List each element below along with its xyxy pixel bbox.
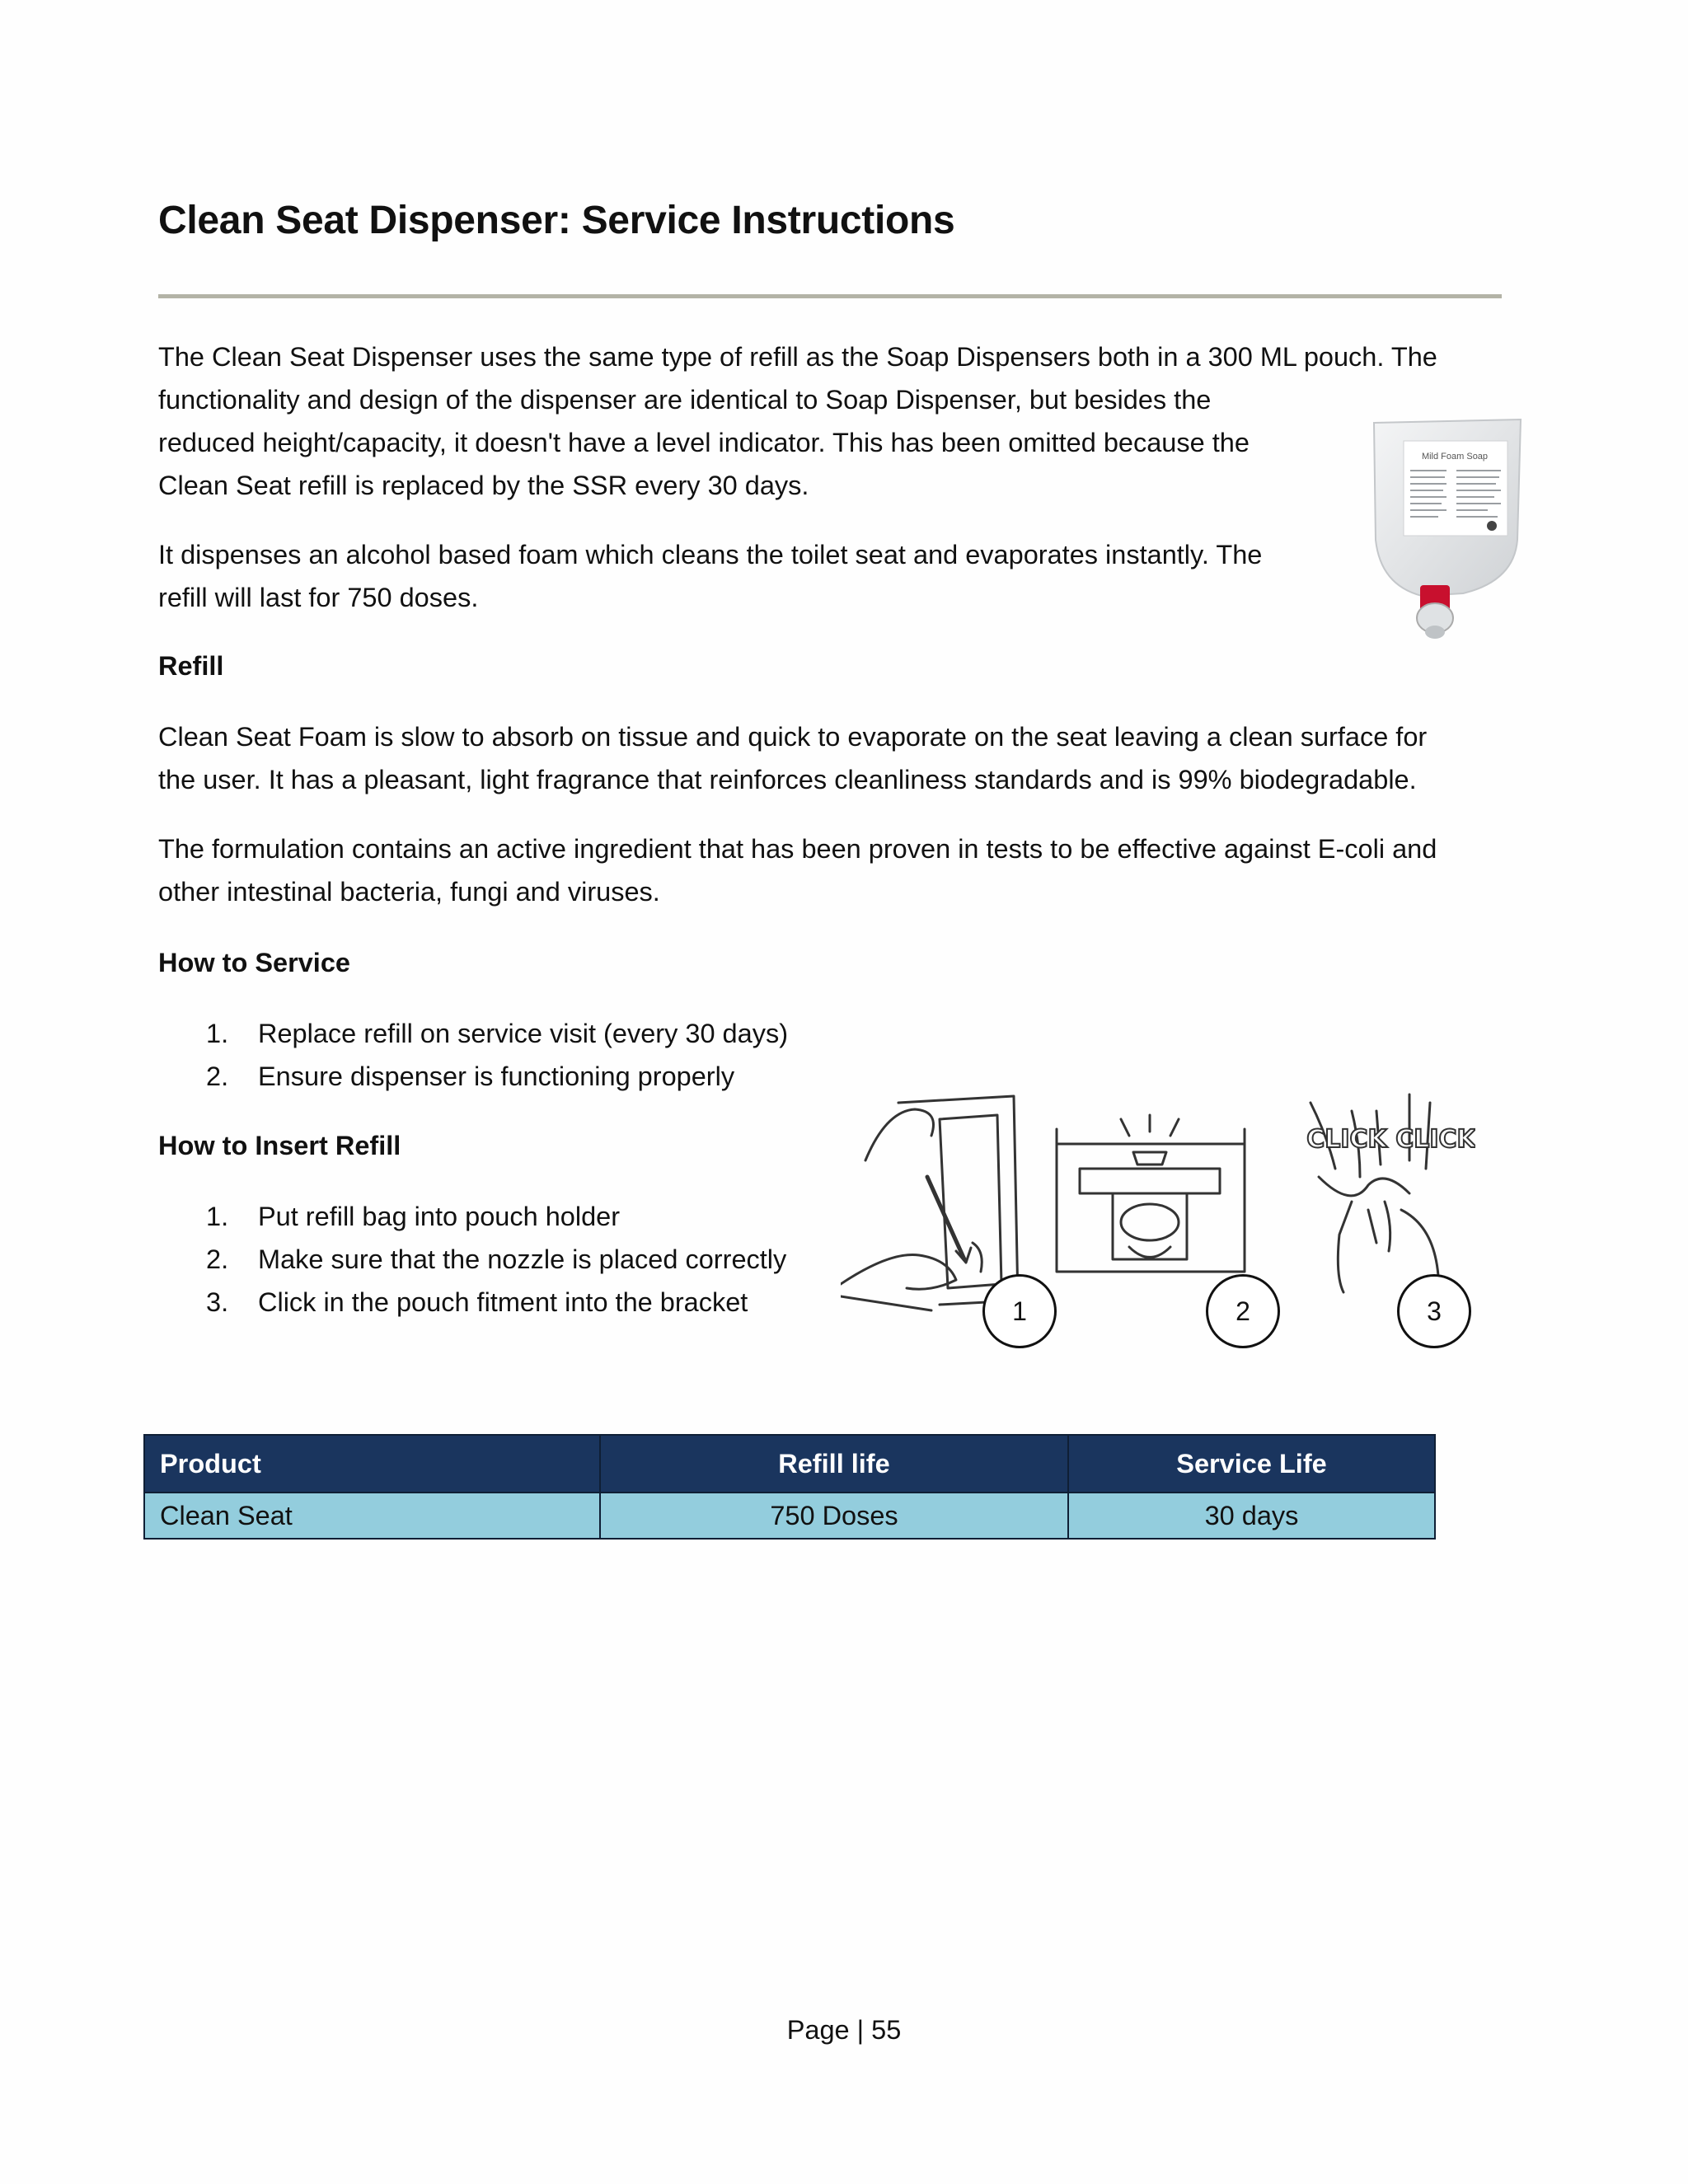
service-life-table xyxy=(143,1434,1436,1540)
step-badge: 2 xyxy=(1206,1274,1280,1348)
column-header-service-life: Service Life xyxy=(1068,1435,1435,1493)
refill-insert-illustration xyxy=(841,1086,1475,1350)
list-item xyxy=(206,1281,786,1324)
list-item xyxy=(206,1238,786,1281)
refill-line: other intestinal bacteria, fungi and viruses. xyxy=(158,877,660,907)
list-number: 2. xyxy=(206,1062,229,1091)
refill-paragraph-2 xyxy=(158,827,1437,913)
click-click-label: CLICK CLICK xyxy=(1306,1125,1475,1154)
refill-pouch-image xyxy=(1364,416,1529,647)
table-cell-refill-life: 750 Doses xyxy=(600,1493,1068,1539)
list-text: Make sure that the nozzle is placed correctly xyxy=(258,1244,787,1274)
table-row xyxy=(144,1493,1435,1539)
illustration-drawing xyxy=(841,1086,1475,1350)
column-header-product: Product xyxy=(144,1435,600,1493)
how-to-insert-heading: How to Insert Refill xyxy=(158,1131,401,1160)
list-number: 1. xyxy=(206,1202,229,1231)
page-number: Page | 55 xyxy=(786,2015,902,2045)
list-text: Ensure dispenser is functioning properly xyxy=(258,1062,735,1091)
foam-line: It dispenses an alcohol based foam which cleans the toilet seat and evaporates instantly. The xyxy=(158,540,1263,569)
intro-line: Clean Seat refill is replaced by the SSR every 30 days. xyxy=(158,471,809,500)
list-number: 2. xyxy=(206,1244,229,1274)
list-item xyxy=(206,1012,788,1055)
list-text: Put refill bag into pouch holder xyxy=(258,1202,621,1231)
refill-heading: Refill xyxy=(158,651,224,681)
refill-paragraph-1 xyxy=(158,715,1427,801)
list-number: 3. xyxy=(206,1287,229,1317)
column-header-refill-life: Refill life xyxy=(600,1435,1068,1493)
how-to-service-heading: How to Service xyxy=(158,948,350,977)
list-text: Replace refill on service visit (every 30 days) xyxy=(258,1019,789,1048)
foam-paragraph xyxy=(158,533,1262,619)
title-divider xyxy=(158,294,1502,298)
table-cell-service-life: 30 days xyxy=(1068,1493,1435,1539)
page-title: Clean Seat Dispenser: Service Instructions xyxy=(158,199,955,242)
pouch-label: Mild Foam Soap xyxy=(1421,452,1489,462)
step-badge: 1 xyxy=(982,1274,1057,1348)
refill-line: Clean Seat Foam is slow to absorb on tissue and quick to evaporate on the seat leaving a clean surface for xyxy=(158,722,1428,752)
foam-line: refill will last for 750 doses. xyxy=(158,583,479,612)
list-number: 1. xyxy=(206,1019,229,1048)
intro-paragraph xyxy=(158,335,1437,507)
list-text: Click in the pouch fitment into the bracket xyxy=(258,1287,748,1317)
step-badge: 3 xyxy=(1397,1274,1471,1348)
intro-line: reduced height/capacity, it doesn't have a level indicator. This has been omitted because the xyxy=(158,428,1250,457)
table-cell-product: Clean Seat xyxy=(144,1493,600,1539)
intro-line: The Clean Seat Dispenser uses the same type of refill as the Soap Dispensers both in a 300 ML pouch. The xyxy=(158,342,1437,372)
intro-line: functionality and design of the dispenser are identical to Soap Dispenser, but besides the xyxy=(158,385,1212,415)
insert-steps-list xyxy=(206,1195,786,1324)
service-steps-list xyxy=(206,1012,788,1098)
refill-line: The formulation contains an active ingredient that has been proven in tests to be effective against E-coli and xyxy=(158,834,1437,864)
table-header-row xyxy=(144,1435,1435,1493)
list-item xyxy=(206,1055,788,1098)
list-item xyxy=(206,1195,786,1238)
refill-line: the user. It has a pleasant, light fragrance that reinforces cleanliness standards and is 99% biodegradable. xyxy=(158,765,1417,794)
